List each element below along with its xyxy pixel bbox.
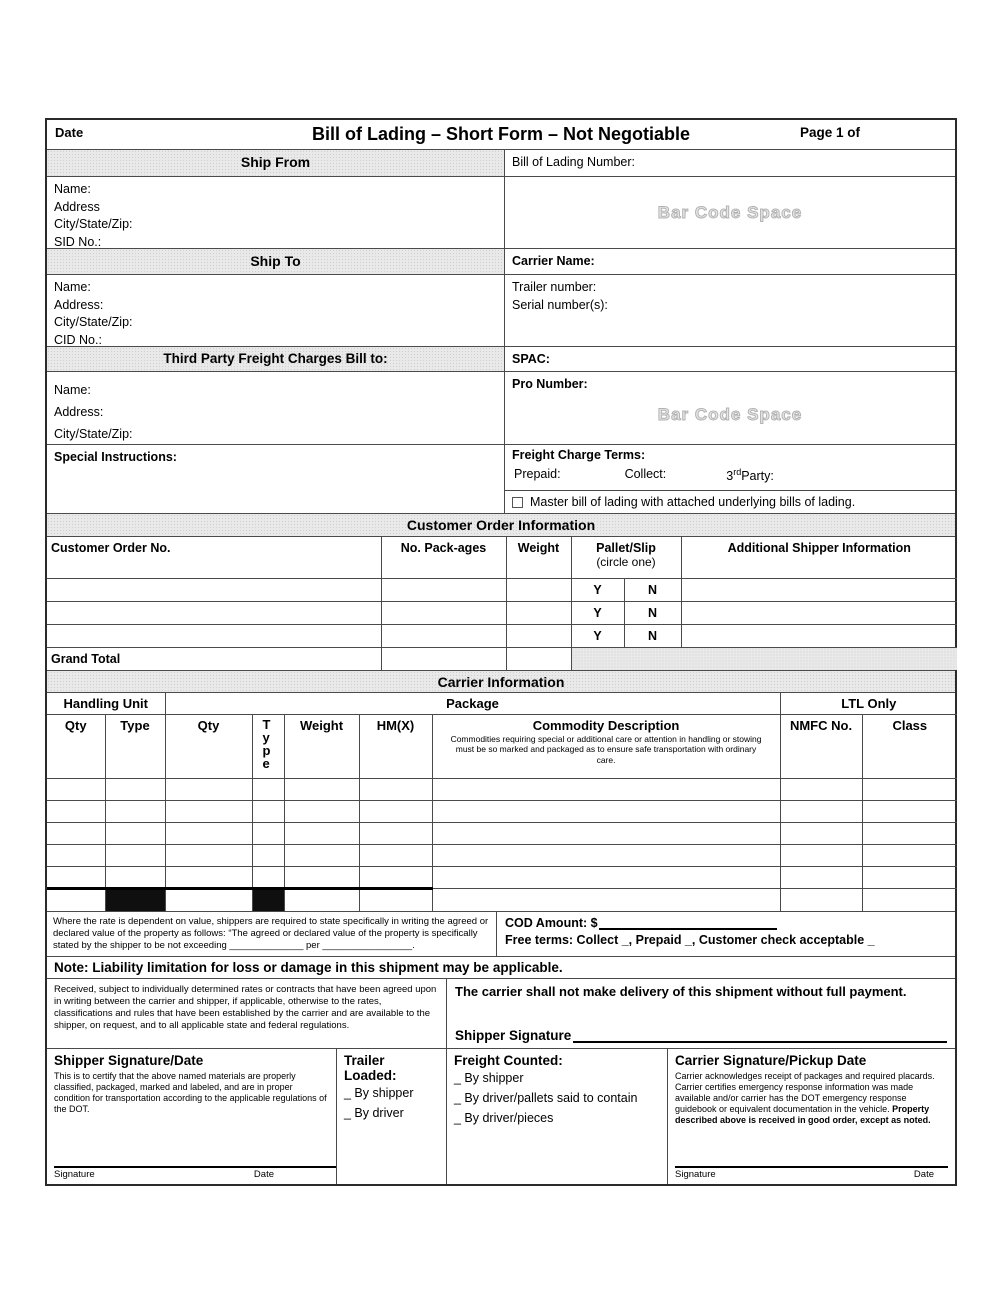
nmfc-cell[interactable] xyxy=(780,866,862,888)
freight-counted-header: Freight Counted: xyxy=(454,1053,563,1068)
master-bill-row xyxy=(505,490,955,513)
ship-to-citystatezip-label[interactable]: City/State/Zip: xyxy=(54,315,133,329)
date-label: Date xyxy=(253,1169,274,1180)
customer-order-row xyxy=(47,624,957,647)
col-additional-shipper-info: Additional Shipper Information xyxy=(681,537,957,578)
customer-order-section-header: Customer Order Information xyxy=(406,517,596,533)
hm-cell[interactable] xyxy=(359,800,432,822)
freight-by-shipper-option[interactable]: _ By shipper xyxy=(454,1071,524,1085)
additional-info-cell[interactable] xyxy=(681,624,957,647)
bol-number-label[interactable]: Bill of Lading Number: xyxy=(512,155,635,169)
order-no-cell[interactable] xyxy=(47,578,381,601)
master-bill-label: Master bill of lading with attached underlying bills of lading. xyxy=(530,495,856,509)
third-party-address-label[interactable]: Address: xyxy=(54,405,104,419)
pkg-qty-cell[interactable] xyxy=(165,800,252,822)
hu-type-blackout-cell xyxy=(105,888,165,911)
freight-charge-terms-label: Freight Charge Terms: xyxy=(512,448,646,462)
third-party-option[interactable]: 3rdParty: xyxy=(726,467,774,484)
col-customer-order-no: Customer Order No. xyxy=(47,537,381,578)
hm-cell[interactable] xyxy=(359,866,432,888)
hu-qty-cell[interactable] xyxy=(47,778,105,800)
carrier-info-row xyxy=(47,866,957,888)
special-instructions-cell[interactable]: Special Instructions: xyxy=(47,445,505,513)
carrier-info-last-row xyxy=(47,888,957,911)
pkg-type-cell[interactable] xyxy=(252,778,284,800)
commodity-cell[interactable] xyxy=(432,866,780,888)
col-class: Class xyxy=(862,714,957,778)
carrier-info-section-header: Carrier Information xyxy=(437,674,565,690)
hu-type-cell[interactable] xyxy=(105,844,165,866)
carrier-signature-pickup-cell xyxy=(668,1049,955,1184)
pkg-type-cell[interactable] xyxy=(252,866,284,888)
pro-barcode-space xyxy=(505,396,955,434)
nmfc-cell[interactable] xyxy=(780,822,862,844)
cod-cell xyxy=(497,912,955,956)
carrier-delivery-text: The carrier shall not make delivery of this shipment without full payment. xyxy=(455,984,907,999)
commodity-cell[interactable] xyxy=(432,778,780,800)
bill-of-lading-form xyxy=(45,118,957,1186)
received-clause-text: Received, subject to individually determined rates or contracts that have been agreed upon in writing between the carrier and shipper, if applicable, otherwise to the rates, classifications and rules that have been established by the carrier and are available to the shipper, on request, and to all applicable state and federal regulations. xyxy=(47,979,447,1048)
freight-by-driver-pieces-option[interactable]: _ By driver/pieces xyxy=(454,1111,554,1125)
third-party-name-label[interactable]: Name: xyxy=(54,383,91,397)
collect-option[interactable]: Collect: xyxy=(624,467,667,481)
ship-to-fields[interactable] xyxy=(47,275,505,346)
pallet-no-option[interactable]: N xyxy=(624,624,681,647)
serial-number-label[interactable]: Serial number(s): xyxy=(512,297,608,312)
weight-cell[interactable] xyxy=(284,822,359,844)
group-handling-unit: Handling Unit xyxy=(47,693,165,714)
col-pkg-qty: Qty xyxy=(165,714,252,778)
hu-type-cell[interactable] xyxy=(105,800,165,822)
class-cell[interactable] xyxy=(862,778,957,800)
grand-total-weight-cell[interactable] xyxy=(506,647,571,670)
customer-order-table xyxy=(47,537,957,670)
customer-order-row xyxy=(47,601,957,624)
hu-qty-cell[interactable] xyxy=(47,888,105,911)
class-cell[interactable] xyxy=(862,844,957,866)
additional-info-cell[interactable] xyxy=(681,601,957,624)
hu-qty-cell[interactable] xyxy=(47,844,105,866)
carrier-signature-line[interactable] xyxy=(675,1166,948,1168)
carrier-info-row xyxy=(47,822,957,844)
hm-cell[interactable] xyxy=(359,778,432,800)
commodity-cell[interactable] xyxy=(432,888,780,911)
hu-type-cell[interactable] xyxy=(105,866,165,888)
pro-number-label[interactable]: Pro Number: xyxy=(512,377,588,391)
ship-from-citystatezip-label[interactable]: City/State/Zip: xyxy=(54,217,133,231)
third-party-fields[interactable] xyxy=(47,372,505,444)
nmfc-cell[interactable] xyxy=(780,778,862,800)
customer-order-row xyxy=(47,578,957,601)
nmfc-cell[interactable] xyxy=(780,888,862,911)
packages-cell[interactable] xyxy=(381,624,506,647)
pallet-no-option[interactable]: N xyxy=(624,601,681,624)
freight-counted-cell xyxy=(447,1049,668,1184)
third-party-header: Third Party Freight Charges Bill to: xyxy=(47,347,505,371)
weight-cell[interactable] xyxy=(284,800,359,822)
ship-to-cid-label[interactable]: CID No.: xyxy=(54,332,102,347)
ship-to-address-label[interactable]: Address: xyxy=(54,297,104,312)
class-cell[interactable] xyxy=(862,888,957,911)
carrier-info-row xyxy=(47,844,957,866)
freight-by-driver-pallets-option[interactable]: _ By driver/pallets said to contain xyxy=(454,1091,638,1105)
hu-qty-cell[interactable] xyxy=(47,800,105,822)
commodity-cell[interactable] xyxy=(432,844,780,866)
third-party-citystatezip-label[interactable]: City/State/Zip: xyxy=(54,427,133,441)
trailer-number-label[interactable]: Trailer number: xyxy=(512,280,597,294)
hm-cell[interactable] xyxy=(359,844,432,866)
commodity-cell[interactable] xyxy=(432,800,780,822)
col-nmfc: NMFC No. xyxy=(780,714,862,778)
class-cell[interactable] xyxy=(862,822,957,844)
rate-clause-text: Where the rate is dependent on value, shippers are required to state specifically in writing the agreed or declared value of the property as follows: “The agreed or declared value of the property is specifically stated by the shipper to be not exceeding ______________ per _________________. xyxy=(47,912,497,956)
col-commodity-description: Commodity Description Commodities requiring special or additional care or attention in handling or stowing must be so marked and packaged as to ensure safe transportation with ordinary care. xyxy=(432,714,780,778)
weight-cell[interactable] xyxy=(506,624,571,647)
weight-cell[interactable] xyxy=(284,866,359,888)
carrier-info-table xyxy=(47,693,957,911)
pkg-type-cell[interactable] xyxy=(252,822,284,844)
pkg-type-cell[interactable] xyxy=(252,844,284,866)
nmfc-cell[interactable] xyxy=(780,800,862,822)
pkg-qty-cell[interactable] xyxy=(165,822,252,844)
ship-from-header: Ship From xyxy=(47,150,505,176)
hu-type-cell[interactable] xyxy=(105,822,165,844)
signature-label: Signature xyxy=(54,1169,95,1180)
col-no-packages: No. Pack-ages xyxy=(381,537,506,578)
pallet-yes-option[interactable]: Y xyxy=(571,624,624,647)
packages-cell[interactable] xyxy=(381,601,506,624)
pallet-no-option[interactable]: N xyxy=(624,578,681,601)
page-number-label: Page 1 of xyxy=(799,125,860,140)
hm-cell[interactable] xyxy=(359,888,432,911)
pkg-type-blackout-cell xyxy=(252,888,284,911)
carrier-info-row xyxy=(47,778,957,800)
hu-type-cell[interactable] xyxy=(105,778,165,800)
carrier-acknowledgement-text: Carrier acknowledges receipt of packages and required placards. Carrier certifies emergency response information was made available and/or carrier has the DOT emergency response guidebook or equivalent documentation in the vehicle. Property described above is received in good order, except as noted. xyxy=(675,1071,935,1125)
carrier-delivery-cell xyxy=(447,979,955,1048)
shipper-signature-blank[interactable] xyxy=(573,1027,947,1043)
col-hu-qty: Qty xyxy=(47,714,105,778)
free-terms-label[interactable]: Free terms: Collect _, Prepaid _, Customer check acceptable _ xyxy=(505,933,875,947)
ship-from-name-label[interactable]: Name: xyxy=(54,182,91,196)
class-cell[interactable] xyxy=(862,800,957,822)
pkg-type-cell[interactable] xyxy=(252,800,284,822)
shipper-signature-label: Shipper Signature xyxy=(455,1028,572,1043)
form-header xyxy=(47,120,955,150)
col-weight: Weight xyxy=(506,537,571,578)
prepaid-option[interactable]: Prepaid: xyxy=(514,467,561,481)
trailer-serial-fields[interactable] xyxy=(505,275,955,346)
order-no-cell[interactable] xyxy=(47,601,381,624)
shipper-sig-header: Shipper Signature/Date xyxy=(54,1053,204,1068)
col-hu-type: Type xyxy=(105,714,165,778)
col-hm: HM(X) xyxy=(359,714,432,778)
ship-to-name-label[interactable]: Name: xyxy=(54,280,91,294)
date-label: Date xyxy=(55,125,84,140)
pkg-qty-cell[interactable] xyxy=(165,866,252,888)
carrier-info-row xyxy=(47,800,957,822)
page-title: Bill of Lading – Short Form – Not Negotiable xyxy=(311,124,690,144)
signature-label: Signature xyxy=(675,1169,716,1180)
weight-cell[interactable] xyxy=(284,888,359,911)
spac-label[interactable]: SPAC: xyxy=(512,352,550,366)
shipper-signature-date-cell xyxy=(47,1049,337,1184)
hu-qty-cell[interactable] xyxy=(47,822,105,844)
shipper-signature-line[interactable] xyxy=(54,1166,336,1168)
commodity-cell[interactable] xyxy=(432,822,780,844)
grand-total-shaded-area xyxy=(571,647,957,670)
cod-amount-blank[interactable] xyxy=(599,915,777,930)
weight-cell[interactable] xyxy=(506,578,571,601)
order-no-cell[interactable] xyxy=(47,624,381,647)
ship-from-sid-label[interactable]: SID No.: xyxy=(54,234,102,249)
ship-from-address-label[interactable]: Address xyxy=(54,199,100,214)
trailer-by-shipper-option[interactable]: _ By shipper xyxy=(344,1086,414,1100)
date-label: Date xyxy=(913,1169,934,1180)
ship-from-fields[interactable] xyxy=(47,177,505,248)
nmfc-cell[interactable] xyxy=(780,844,862,866)
additional-info-cell[interactable] xyxy=(681,578,957,601)
group-ltl-only: LTL Only xyxy=(780,693,957,714)
barcode-placeholder-text: Bar Code Space xyxy=(657,202,803,222)
col-pkg-type: Type xyxy=(252,714,284,778)
pallet-yes-option[interactable]: Y xyxy=(571,578,624,601)
col-pallet-slip: Pallet/Slip (circle one) xyxy=(571,537,681,578)
liability-note: Note: Liability limitation for loss or damage in this shipment may be applicable. xyxy=(47,957,955,979)
pkg-qty-cell[interactable] xyxy=(165,844,252,866)
master-bill-checkbox[interactable] xyxy=(512,497,523,508)
carrier-sig-header: Carrier Signature/Pickup Date xyxy=(675,1053,867,1068)
class-cell[interactable] xyxy=(862,866,957,888)
pallet-yes-option[interactable]: Y xyxy=(571,601,624,624)
carrier-name-label[interactable]: Carrier Name: xyxy=(512,254,595,268)
group-package: Package xyxy=(165,693,780,714)
trailer-loaded-header: Trailer Loaded: xyxy=(344,1053,397,1083)
weight-cell[interactable] xyxy=(284,778,359,800)
barcode-placeholder-text: Bar Code Space xyxy=(657,405,803,424)
shipper-certification-text: This is to certify that the above named materials are properly classified, packaged, marked and labeled, and are in proper condition for transportation according to the applicable regulations of the DOT. xyxy=(54,1071,327,1114)
col-ci-weight: Weight xyxy=(284,714,359,778)
trailer-loaded-cell xyxy=(337,1049,447,1184)
grand-total-label: Grand Total xyxy=(47,647,381,670)
bol-barcode-space xyxy=(505,177,955,248)
hm-cell[interactable] xyxy=(359,822,432,844)
freight-charge-terms-cell xyxy=(505,445,955,490)
pkg-qty-cell[interactable] xyxy=(165,888,252,911)
ship-to-header: Ship To xyxy=(47,249,505,274)
weight-cell[interactable] xyxy=(506,601,571,624)
packages-cell[interactable] xyxy=(381,578,506,601)
grand-total-row xyxy=(47,647,957,670)
trailer-by-driver-option[interactable]: _ By driver xyxy=(344,1106,404,1120)
hu-qty-cell[interactable] xyxy=(47,866,105,888)
pro-number-cell[interactable] xyxy=(505,372,955,444)
grand-total-packages-cell[interactable] xyxy=(381,647,506,670)
weight-cell[interactable] xyxy=(284,844,359,866)
cod-amount-label[interactable]: COD Amount: $ xyxy=(505,916,598,930)
pkg-qty-cell[interactable] xyxy=(165,778,252,800)
